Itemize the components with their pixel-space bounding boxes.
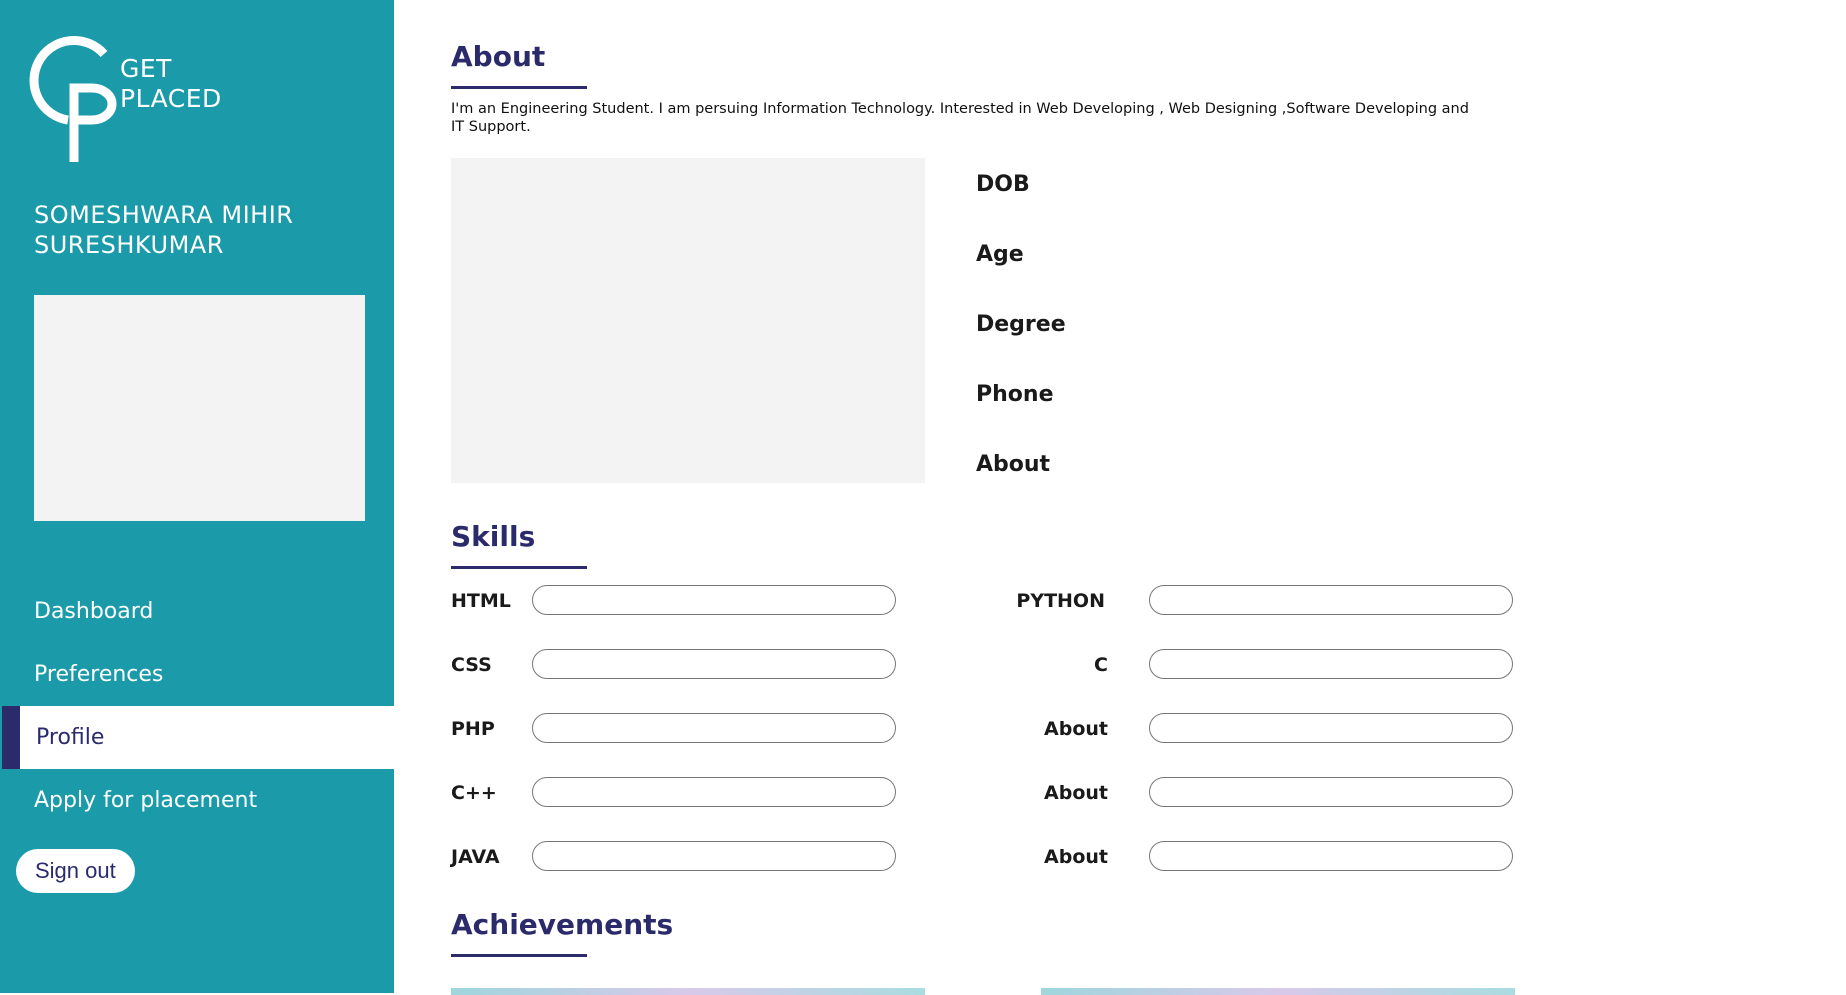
skill-bar-java — [532, 841, 896, 871]
skill-bar-python — [1149, 585, 1513, 615]
sign-out-button[interactable]: Sign out — [16, 849, 135, 893]
skill-label: JAVA — [451, 846, 500, 868]
user-name: SOMESHWARA MIHIR SURESHKUMAR — [34, 201, 294, 259]
info-label-dob: DOB — [976, 172, 1030, 197]
skill-bar-cpp — [532, 777, 896, 807]
sidebar — [0, 0, 394, 993]
achievements-underline — [451, 954, 587, 957]
skill-label: About — [1044, 846, 1108, 868]
brand-name — [120, 54, 222, 114]
skill-bar-php — [532, 713, 896, 743]
skill-label: About — [1044, 782, 1108, 804]
skills-underline — [451, 566, 587, 569]
skills-heading: Skills — [451, 520, 536, 553]
sidebar-item-profile[interactable]: Profile — [2, 706, 394, 769]
about-description: I'm an Engineering Student. I am persuing Information Technology. Interested in Web Developing , Web Designing ,Software Developing and IT Support. — [451, 101, 1469, 135]
about-heading: About — [451, 40, 546, 73]
achievement-card — [451, 988, 925, 995]
skill-bar-c — [1149, 649, 1513, 679]
sidebar-nav — [0, 580, 394, 832]
skill-bar-html — [532, 585, 896, 615]
user-photo — [34, 295, 365, 521]
skill-label: PYTHON — [1016, 590, 1105, 612]
info-label-about: About — [976, 452, 1051, 477]
skill-label: PHP — [451, 718, 495, 740]
logo-mark-icon — [34, 40, 120, 162]
achievement-card — [1041, 988, 1515, 995]
skill-label: C++ — [451, 782, 497, 804]
brand-logo — [34, 40, 244, 162]
skill-label: About — [1044, 718, 1108, 740]
sidebar-item-preferences[interactable]: Preferences — [34, 662, 164, 687]
skill-bar-about-2 — [1149, 777, 1513, 807]
sidebar-item-apply-for-placement[interactable]: Apply for placement — [34, 788, 258, 813]
brand-line-2: PLACED — [120, 84, 222, 113]
skill-bar-css — [532, 649, 896, 679]
info-label-phone: Phone — [976, 382, 1054, 407]
profile-image — [451, 158, 925, 483]
sidebar-item-dashboard[interactable]: Dashboard — [34, 599, 154, 624]
info-label-degree: Degree — [976, 312, 1066, 337]
skill-label: C — [1094, 654, 1108, 676]
skill-bar-about-3 — [1149, 841, 1513, 871]
skill-label: CSS — [451, 654, 492, 676]
about-underline — [451, 86, 587, 89]
achievements-heading: Achievements — [451, 908, 674, 941]
info-label-age: Age — [976, 242, 1024, 267]
skill-label: HTML — [451, 590, 511, 612]
skill-bar-about-1 — [1149, 713, 1513, 743]
brand-line-1: GET — [120, 54, 172, 83]
